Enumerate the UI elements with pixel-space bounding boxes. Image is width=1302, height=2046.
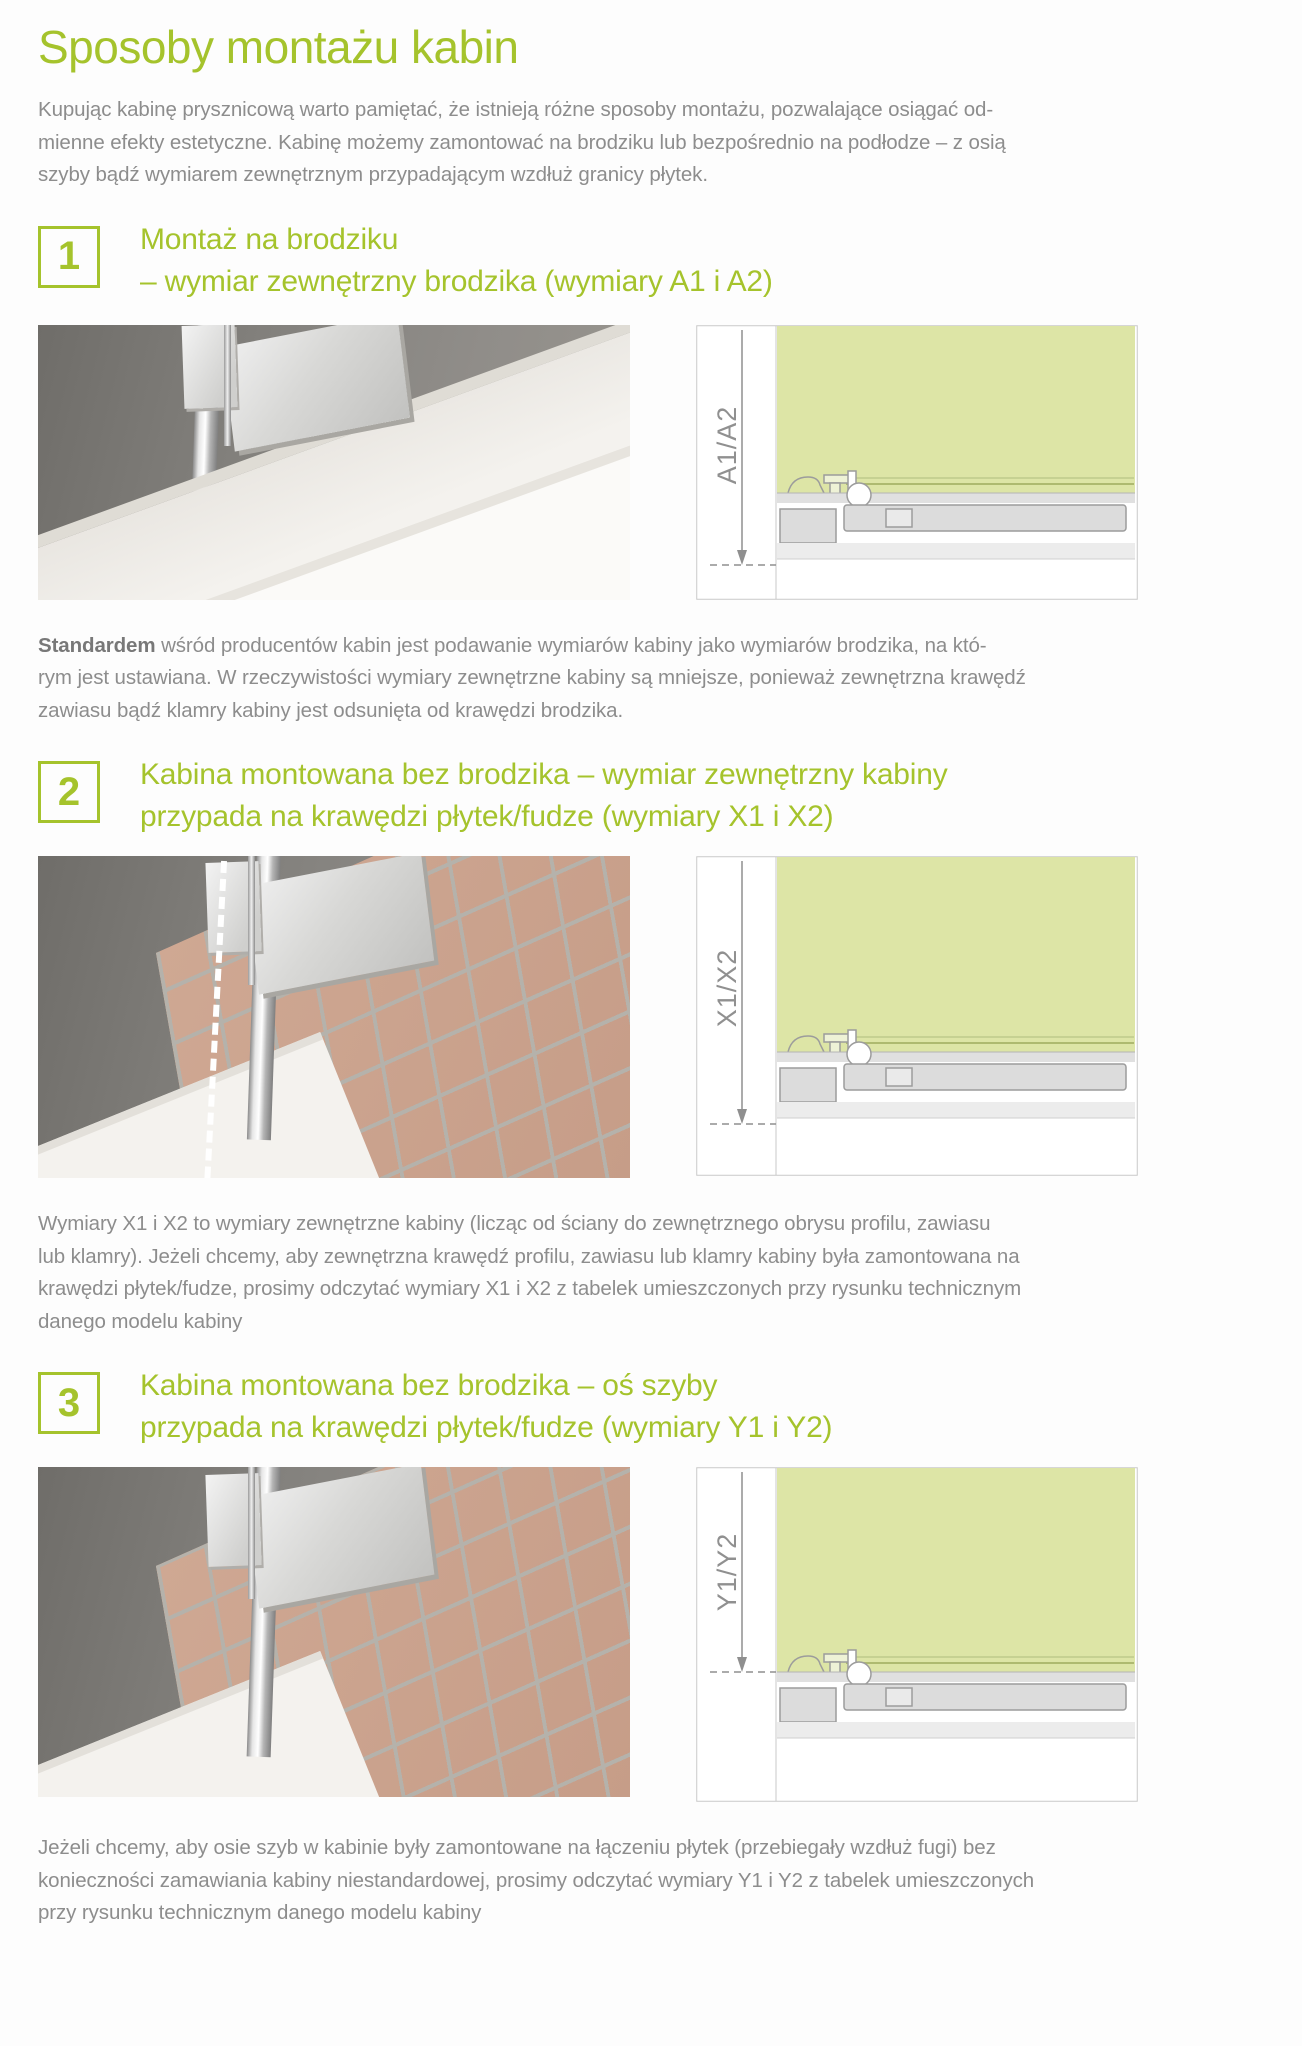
photo-hinge-on-tiles-with-axis xyxy=(38,856,630,1178)
page-title: Sposoby montażu kabin xyxy=(38,21,519,73)
photo-hinge-on-shower-tray xyxy=(38,325,630,600)
section-1-heading-line: Montaż na brodziku xyxy=(140,222,399,256)
cabin-green-area xyxy=(777,857,1135,1052)
section-2-heading-line: przypada na krawędzi płytek/fudze (wymiary X1 i X2) xyxy=(140,800,834,833)
note-line: rym jest ustawiana. W rzeczywistości wymiary zewnętrzne kabiny są mniejsze, ponieważ zewnętrzna krawędź xyxy=(38,666,1026,689)
dimension-label: Y1/Y2 xyxy=(712,1532,742,1612)
section-2-heading-line: Kabina montowana bez brodzika – wymiar zewnętrzny kabiny xyxy=(140,758,948,791)
note-line: Jeżeli chcemy, aby osie szyb w kabinie były zamontowane na łączeniu płytek (przebiegały wzdłuż fugi) bez xyxy=(38,1836,996,1859)
intro-line: szyby bądź wymiarem zewnętrznym przypadającym wzdłuż granicy płytek. xyxy=(38,163,708,186)
note-line: lub klamry). Jeżeli chcemy, aby zewnętrzna krawędź profilu, zawiasu lub klamry kabiny była zamontowana na xyxy=(38,1244,1020,1268)
note-lead-word: Standardem xyxy=(38,633,156,657)
hinge-pin-render xyxy=(224,325,231,446)
cabin-green-area xyxy=(777,1468,1135,1672)
note-line xyxy=(38,630,1264,663)
section-3-heading-line: Kabina montowana bez brodzika – oś szyby xyxy=(140,1369,718,1402)
section-2-heading xyxy=(140,754,948,838)
note-line-rest: wśród producentów kabin jest podawanie wymiarów kabiny jako wymiarów brodzika, na któ- xyxy=(155,633,987,657)
section-1-note xyxy=(38,630,1264,728)
note-line: krawędzi płytek/fudze, prosimy odczytać wymiary X1 i X2 z tabelek umieszczonych przy rysunku technicznym xyxy=(38,1277,1022,1300)
note-line: Wymiary X1 i X2 to wymiary zewnętrzne kabiny (licząc od ściany do zewnętrznego obrysu profilu, zawiasu xyxy=(38,1212,991,1235)
cabin-green-area xyxy=(777,326,1135,493)
intro-line: mienne efekty estetyczne. Kabinę możemy zamontować na brodziku lub bezpośrednio na podłodze – z osią xyxy=(38,130,1006,154)
section-1-images xyxy=(38,325,1264,600)
note-line: danego modelu kabiny xyxy=(38,1309,243,1333)
section-3-heading xyxy=(140,1365,832,1449)
photo-hinge-on-tiles xyxy=(38,1467,630,1797)
section-2-header xyxy=(38,754,1264,838)
section-3-note xyxy=(38,1832,1264,1930)
section-2-images xyxy=(38,856,1264,1178)
diagram-x1-x2 xyxy=(696,856,1138,1176)
section-2-note xyxy=(38,1208,1264,1338)
note-line: zawiasu bądź klamry kabiny jest odsunięta od krawędzi brodzika. xyxy=(38,698,624,722)
hinge-pin-render xyxy=(248,856,255,985)
section-3-header xyxy=(38,1365,1264,1449)
section-3-heading-line: przypada na krawędzi płytek/fudze (wymiary Y1 i Y2) xyxy=(140,1411,833,1444)
section-3-number-badge: 3 xyxy=(38,1372,100,1434)
note-line: konieczności zamawiania kabiny niestandardowej, prosimy odczytać wymiary Y1 i Y2 z tabelek umieszczonych xyxy=(38,1868,1035,1892)
hinge-pin-render xyxy=(248,1467,255,1599)
section-2-number-badge: 2 xyxy=(38,761,100,823)
diagram-y1-y2 xyxy=(696,1467,1138,1802)
section-3-images xyxy=(38,1467,1264,1802)
intro-paragraph xyxy=(38,94,1264,192)
note-line: przy rysunku technicznym danego modelu kabiny xyxy=(38,1901,482,1924)
dimension-label: X1/X2 xyxy=(712,948,742,1028)
dimension-label: A1/A2 xyxy=(712,405,742,484)
diagram-a1-a2 xyxy=(696,325,1138,600)
section-1-heading-line: – wymiar zewnętrzny brodzika (wymiary A1 i A2) xyxy=(140,264,773,298)
section-1-header xyxy=(38,219,1264,303)
section-1-heading xyxy=(140,219,773,303)
section-1-number-badge: 1 xyxy=(38,226,100,288)
intro-line: Kupując kabinę prysznicową warto pamiętać, że istnieją różne sposoby montażu, pozwalające osiągać od- xyxy=(38,98,994,121)
